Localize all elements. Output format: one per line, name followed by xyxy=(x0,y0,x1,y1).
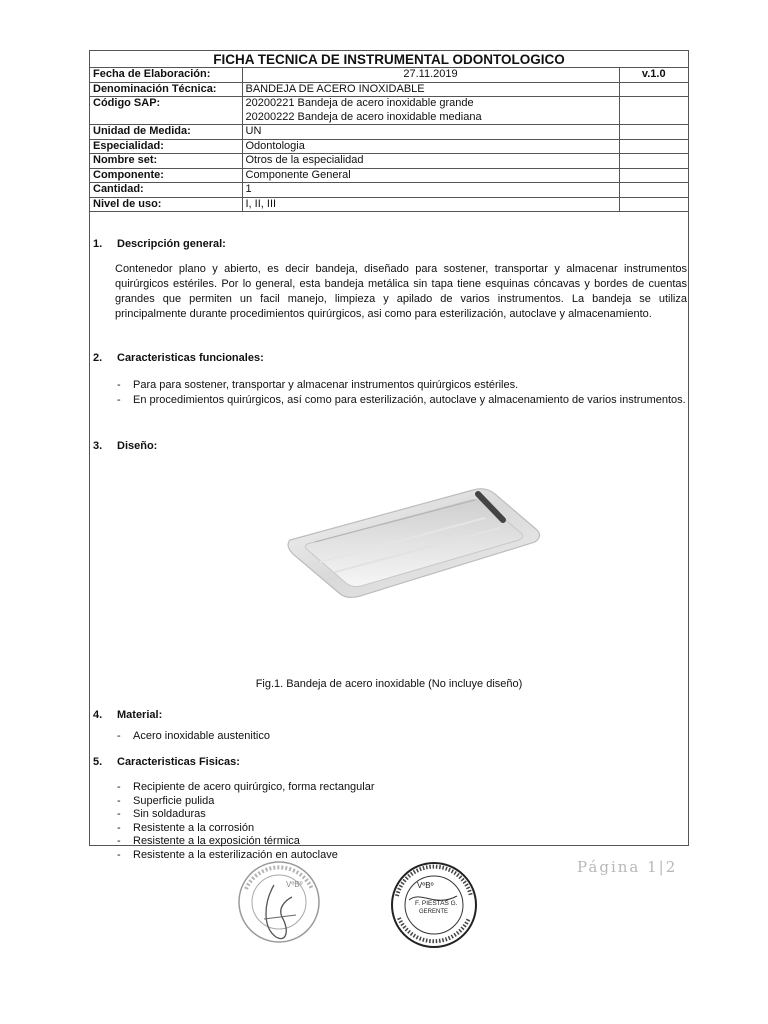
section-heading xyxy=(93,708,162,723)
field-label: Nombre set: xyxy=(90,154,242,169)
physical-list xyxy=(115,781,687,862)
list-item: - Sin soldaduras xyxy=(115,808,687,822)
info-table xyxy=(90,67,688,212)
stamp-role: GERENTE xyxy=(419,909,449,915)
field-value: Componente General xyxy=(242,168,619,183)
table-row xyxy=(90,139,688,154)
section-heading xyxy=(93,439,157,454)
list-item: - Para para sostener, transportar y almacenar instrumentos quirúrgicos estériles. xyxy=(115,378,687,393)
document-frame xyxy=(89,50,689,861)
section-number: 2. xyxy=(93,352,103,364)
list-item: - Resistente a la corrosión xyxy=(115,822,687,836)
description-paragraph: Contenedor plano y abierto, es decir bandeja, diseñado para sostener, transportar y almacenar instrumentos quirúrgicos estériles. Por lo general, esta bandeja metálica sin tapa tiene esquinas cóncavas y bordes de cuentas grandes que permiten un facil manejo, limpieza y apilado de varios instrumentos. La bandeja se utiliza principalmente durante procedimientos quirúrgicos, asi como para esterilización, autoclave y almacenamiento. xyxy=(115,263,687,320)
empty-cell xyxy=(619,97,688,125)
list-item: - En procedimientos quirúrgicos, así como para esterilización, autoclave y almacenamiento de varios instrumentos. xyxy=(115,393,687,408)
functional-list xyxy=(115,378,687,408)
stamp-right xyxy=(387,860,481,950)
tray-image xyxy=(285,478,545,603)
sap-code-line: 20200221 Bandeja de acero inoxidable grande xyxy=(245,97,474,109)
section-number: 1. xyxy=(93,238,103,250)
field-value: 27.11.2019 xyxy=(242,68,619,83)
table-row xyxy=(90,97,688,125)
list-item: - Superficie pulida xyxy=(115,795,687,809)
section-title: Descripción general: xyxy=(117,238,226,250)
table-row xyxy=(90,183,688,198)
empty-cell xyxy=(619,168,688,183)
section-number: 5. xyxy=(93,756,103,768)
empty-cell xyxy=(619,197,688,212)
field-label: Nivel de uso: xyxy=(90,197,242,212)
field-label: Código SAP: xyxy=(90,97,242,125)
field-value: BANDEJA DE ACERO INOXIDABLE xyxy=(242,82,619,97)
section-title: Material: xyxy=(117,709,163,721)
stamp-left xyxy=(234,857,324,947)
field-label: Componente: xyxy=(90,168,242,183)
section-number: 4. xyxy=(93,709,103,721)
list-item: - Resistente a la exposición térmica xyxy=(115,835,687,849)
stamp-name: F. PIESTAS G. xyxy=(415,900,458,907)
table-row xyxy=(90,125,688,140)
figure-caption: Fig.1. Bandeja de acero inoxidable (No incluye diseño) xyxy=(255,678,523,690)
section-number: 3. xyxy=(93,440,103,452)
empty-cell xyxy=(619,154,688,169)
document-title: FICHA TECNICA DE INSTRUMENTAL ODONTOLOGICO xyxy=(90,51,688,68)
material-list xyxy=(115,729,687,744)
section-title: Caracteristicas Fisicas: xyxy=(117,756,240,768)
section-heading xyxy=(93,755,240,770)
empty-cell xyxy=(619,139,688,154)
list-item: - Acero inoxidable austenitico xyxy=(115,729,687,744)
field-value xyxy=(242,97,619,125)
field-label: Unidad de Medida: xyxy=(90,125,242,140)
table-row xyxy=(90,82,688,97)
table-row xyxy=(90,154,688,169)
empty-cell xyxy=(619,125,688,140)
section-heading xyxy=(93,351,264,366)
sap-code-line: 20200222 Bandeja de acero inoxidable mediana xyxy=(245,110,482,123)
table-row xyxy=(90,68,688,83)
field-label: Cantidad: xyxy=(90,183,242,198)
section-title: Caracteristicas funcionales: xyxy=(117,352,264,364)
stamp-vobo: VºBº xyxy=(286,880,303,889)
empty-cell xyxy=(619,82,688,97)
field-value: Odontologia xyxy=(242,139,619,154)
field-label: Especialidad: xyxy=(90,139,242,154)
table-row xyxy=(90,197,688,212)
list-item: - Resistente a la esterilización en autoclave xyxy=(115,849,687,863)
table-row xyxy=(90,168,688,183)
section-title: Diseño: xyxy=(117,440,158,452)
version-label: v.1.0 xyxy=(619,68,688,83)
section-heading xyxy=(93,237,226,252)
field-value: I, II, III xyxy=(242,197,619,212)
stamp-vobo: VºBº xyxy=(417,881,434,890)
list-item: - Recipiente de acero quirúrgico, forma rectangular xyxy=(115,781,687,795)
page-number: Página 1|2 xyxy=(577,858,678,876)
field-value: UN xyxy=(242,125,619,140)
empty-cell xyxy=(619,183,688,198)
field-label: Fecha de Elaboración: xyxy=(90,68,242,83)
field-value: Otros de la especialidad xyxy=(242,154,619,169)
field-value: 1 xyxy=(242,183,619,198)
field-label: Denominación Técnica: xyxy=(90,82,242,97)
